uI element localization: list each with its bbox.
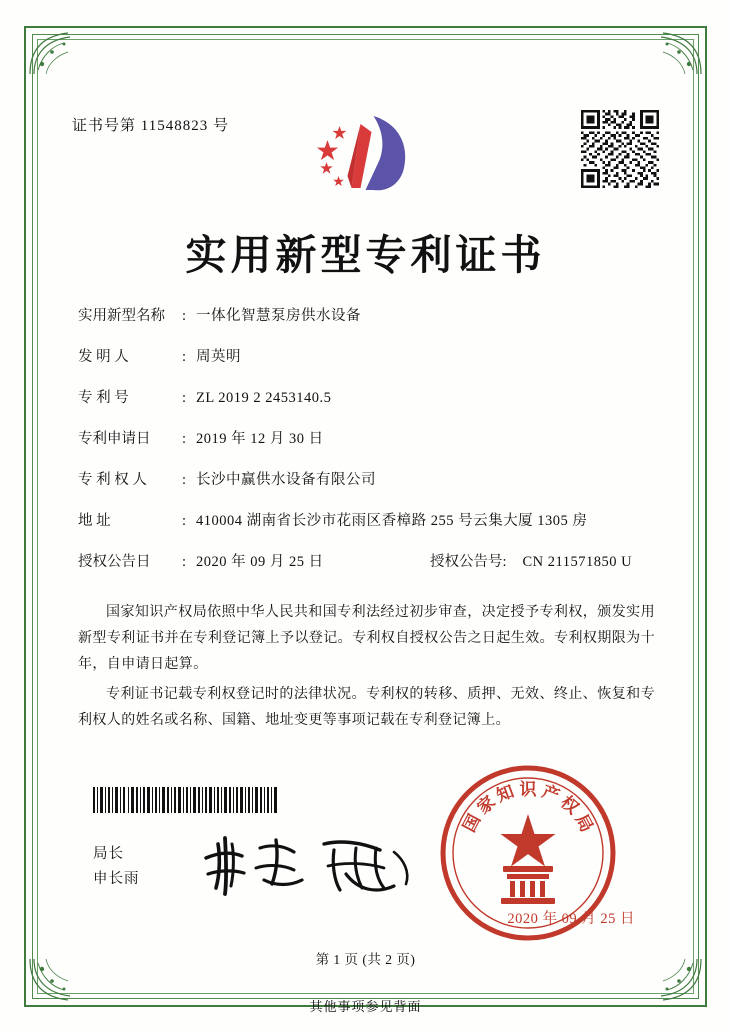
svg-text:国: 国 bbox=[459, 811, 486, 836]
field-label: 专利申请日 bbox=[78, 431, 151, 447]
field-value: 周英明 bbox=[196, 349, 241, 365]
field-label: 地 址 bbox=[78, 513, 111, 529]
field-label-secondary: 授权公告号 bbox=[430, 554, 503, 570]
field-value: 一体化智慧泵房供水设备 bbox=[196, 308, 361, 324]
field-colon: : bbox=[182, 513, 187, 529]
svg-text:知: 知 bbox=[493, 781, 517, 807]
footer-note: 其他事项参见背面 bbox=[309, 999, 422, 1014]
seal-date: 2020 年 09 月 25 日 bbox=[507, 911, 635, 927]
svg-text:局: 局 bbox=[570, 811, 597, 836]
field-value: 2020 年 09 月 25 日 bbox=[196, 554, 324, 570]
field-label: 授权公告日 bbox=[78, 554, 151, 570]
page-title: 实用新型专利证书 bbox=[185, 231, 546, 279]
field-value: 410004 湖南省长沙市花雨区香樟路 255 号云集大厦 1305 房 bbox=[196, 513, 588, 529]
svg-text:产: 产 bbox=[539, 781, 563, 807]
field-row-publication bbox=[78, 550, 653, 571]
svg-text:识: 识 bbox=[519, 780, 537, 800]
field-colon: : bbox=[182, 472, 187, 488]
certificate-number: 证书号第 11548823 号 bbox=[72, 118, 229, 134]
paragraph: 国家知识产权局依照中华人民共和国专利法经过初步审查，决定授予专利权，颁发实用新型专利证书并在专利登记簿上予以登记。专利权自授权公告之日起生效。专利权期限为十年，自申请日起算。 bbox=[78, 605, 655, 672]
field-value-secondary: CN 211571850 U bbox=[522, 554, 633, 570]
field-colon: : bbox=[182, 349, 187, 365]
field-row bbox=[78, 345, 653, 366]
certificate-content bbox=[48, 52, 683, 981]
qr-code bbox=[581, 110, 659, 188]
field-value: ZL 2019 2 2453140.5 bbox=[196, 390, 332, 406]
field-colon: : bbox=[182, 431, 187, 447]
field-row bbox=[78, 386, 653, 407]
field-label: 专 利 权 人 bbox=[78, 472, 147, 488]
director-role-label: 局长 bbox=[93, 846, 124, 862]
director-name: 申长雨 bbox=[93, 871, 140, 887]
field-colon: : bbox=[502, 554, 507, 570]
field-label: 专 利 号 bbox=[78, 390, 129, 406]
field-row bbox=[78, 427, 653, 448]
paragraph: 专利证书记载专利权登记时的法律状况。专利权的转移、质押、无效、终止、恢复和专利权人的姓名或名称、国籍、地址变更等事项记载在专利登记簿上。 bbox=[78, 687, 655, 728]
field-list bbox=[78, 304, 653, 591]
svg-text:权: 权 bbox=[556, 792, 583, 819]
field-colon: : bbox=[182, 554, 187, 570]
field-row bbox=[78, 468, 653, 489]
signature-handwriting bbox=[198, 830, 428, 900]
cnipa-emblem-icon bbox=[313, 110, 418, 195]
field-value: 长沙中赢供水设备有限公司 bbox=[196, 472, 376, 488]
barcode bbox=[93, 787, 278, 813]
field-colon: : bbox=[182, 308, 187, 324]
field-row bbox=[78, 304, 653, 325]
field-row bbox=[78, 509, 653, 530]
field-label: 发 明 人 bbox=[78, 349, 129, 365]
field-label: 实用新型名称 bbox=[78, 308, 165, 324]
field-value: 2019 年 12 月 30 日 bbox=[196, 431, 324, 447]
signature-block bbox=[93, 842, 140, 892]
field-colon: : bbox=[182, 390, 187, 406]
svg-text:家: 家 bbox=[473, 792, 500, 819]
page-number: 第 1 页 (共 2 页) bbox=[315, 952, 416, 967]
legal-text bbox=[78, 600, 655, 738]
